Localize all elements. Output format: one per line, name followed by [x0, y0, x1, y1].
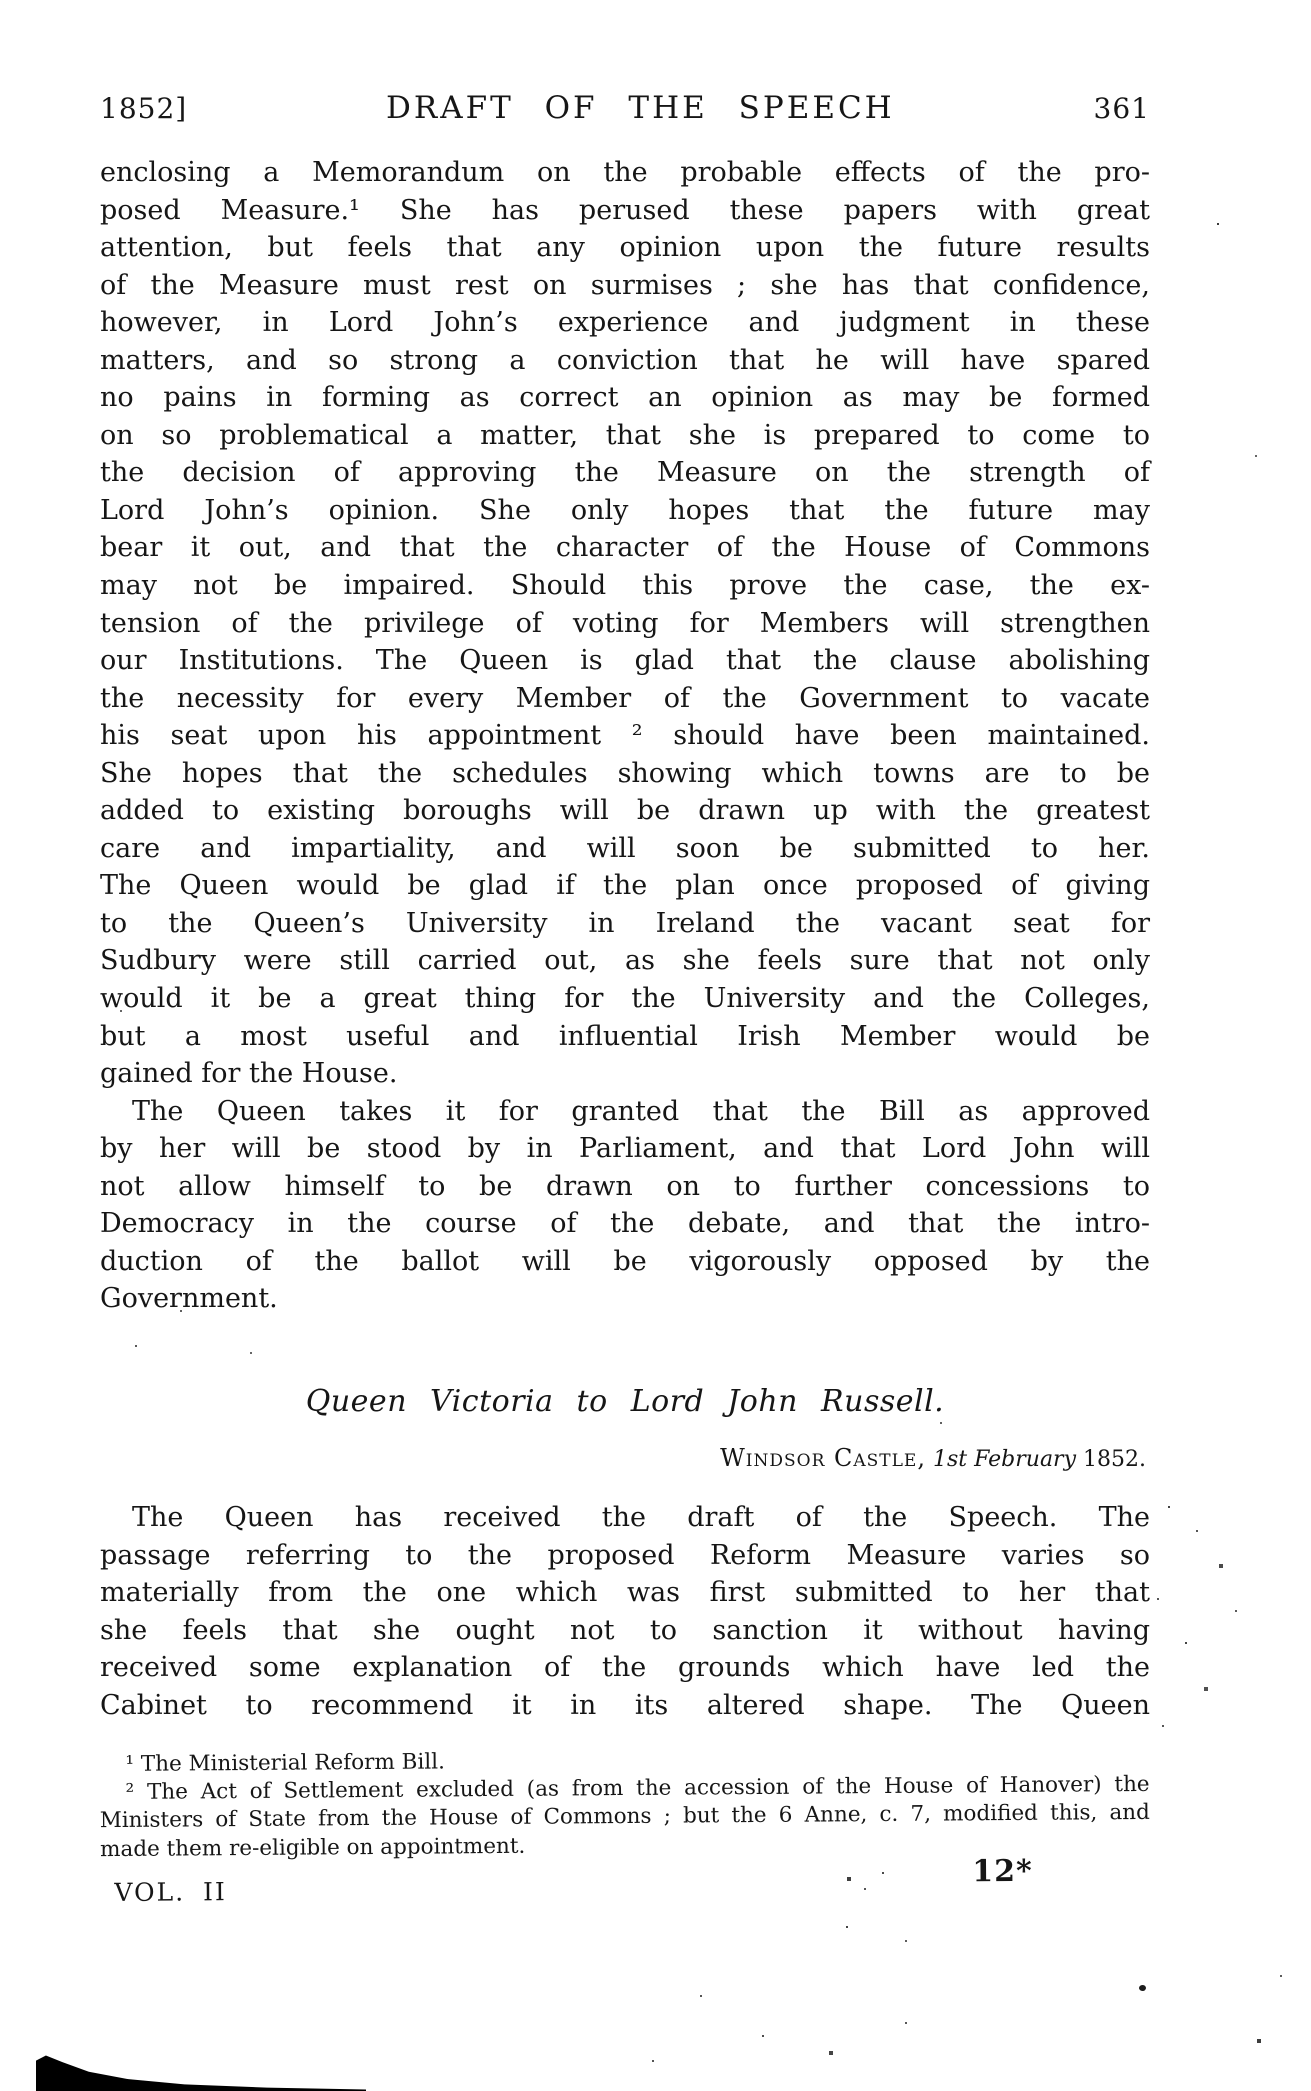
- text-line: gained for the House.: [100, 1058, 398, 1090]
- text-line: received some explanation of the grounds which have led the: [100, 1652, 1150, 1684]
- text-line: added to existing boroughs will be drawn up with the greatest: [100, 795, 1150, 827]
- text-line: care and impartiality, and will soon be submitted to her.: [100, 832, 1150, 864]
- text-line: passage referring to the proposed Reform Measure varies so: [100, 1539, 1150, 1571]
- text-line: however, in Lord John’s experience and judgment in these: [100, 307, 1150, 339]
- scan-noise-speckles: [0, 0, 2, 2]
- footnote-line: made them re-eligible on appointment.: [99, 1833, 526, 1862]
- scan-artifact-wedge: [36, 2054, 366, 2091]
- text-line: The Queen has received the draft of the Speech. The: [132, 1502, 1150, 1533]
- dateline-date: 1st February: [932, 1447, 1077, 1472]
- text-line: tension of the privilege of voting for Members will strengthen: [100, 607, 1150, 639]
- footnotes: [99, 1743, 1150, 1864]
- page-header: [100, 90, 1150, 126]
- paragraph: [100, 1093, 1150, 1318]
- text-line: posed Measure.¹ She has perused these papers with great: [100, 194, 1150, 226]
- paragraph-continuation: [100, 154, 1150, 1093]
- text-line: Cabinet to recommend it in its altered shape. The Queen: [100, 1689, 1150, 1721]
- footnote: [100, 1771, 1151, 1864]
- text-line: duction of the ballot will be vigorously opposed by the: [100, 1245, 1150, 1277]
- signature-mark: 12*: [972, 1853, 1033, 1890]
- text-line: The Queen would be glad if the plan once proposed of giving: [100, 870, 1150, 902]
- dateline-year: 1852.: [1083, 1447, 1146, 1472]
- text-line: Sudbury were still carried out, as she feels sure that not only: [100, 945, 1150, 977]
- text-line: may not be impaired. Should this prove the case, the ex-: [100, 570, 1150, 602]
- footnote-zone: [99, 1743, 1150, 1931]
- page-title: DRAFT OF THE SPEECH: [386, 90, 895, 126]
- text-line: Government.: [100, 1283, 278, 1315]
- header-year: 1852]: [100, 92, 188, 125]
- text-line: by her will be stood by in Parliament, and that Lord John will: [100, 1133, 1150, 1165]
- text-line: she feels that she ought not to sanction it without having: [100, 1614, 1150, 1646]
- text-line: to the Queen’s University in Ireland the vacant seat for: [100, 907, 1150, 939]
- text-line: his seat upon his appointment ² should have been maintained.: [100, 720, 1150, 752]
- text-line: The Queen takes it for granted that the Bill as approved: [132, 1095, 1150, 1127]
- text-line: the decision of approving the Measure on the strength of: [100, 457, 1150, 489]
- letter-body: [100, 1499, 1150, 1724]
- page-number: 361: [1093, 92, 1150, 125]
- text-line: would it be a great thing for the University and the Colleges,: [100, 983, 1150, 1015]
- text-line: but a most useful and influential Irish Member would be: [100, 1020, 1150, 1052]
- volume-label: VOL. II: [114, 1877, 227, 1908]
- letter-dateline: [100, 1444, 1150, 1472]
- text-line: attention, but feels that any opinion upon the future results: [100, 232, 1150, 264]
- dateline-place: Windsor Castle,: [720, 1444, 926, 1472]
- text-line: enclosing a Memorandum on the probable effects of the pro-: [100, 157, 1150, 188]
- text-line: the necessity for every Member of the Government to vacate: [100, 682, 1150, 714]
- text-line: no pains in forming as correct an opinion as may be formed: [100, 382, 1150, 414]
- text-line: Lord John’s opinion. She only hopes that the future may: [100, 494, 1150, 526]
- text-line: of the Measure must rest on surmises ; she has that confidence,: [100, 269, 1150, 301]
- text-line: our Institutions. The Queen is glad that the clause abolishing: [100, 645, 1150, 677]
- text-line: on so problematical a matter, that she is prepared to come to: [100, 419, 1150, 451]
- footnote-line: ¹ The Ministerial Reform Bill.: [125, 1749, 445, 1777]
- paragraph: [100, 1499, 1150, 1724]
- text-line: bear it out, and that the character of the House of Commons: [100, 532, 1150, 564]
- ink-dot: [1139, 1985, 1146, 1991]
- text-line: matters, and so strong a conviction that he will have spared: [100, 344, 1150, 376]
- footnote-line: Ministers of State from the House of Commons ; but the 6 Anne, c. 7, modified this, and: [99, 1800, 1150, 1834]
- text-line: Democracy in the course of the debate, and that the intro-: [100, 1208, 1150, 1240]
- letter-heading: Queen Victoria to Lord John Russell.: [305, 1384, 945, 1419]
- footnote-line: ² The Act of Settlement excluded (as from the accession of the House of Hanover) the: [125, 1772, 1150, 1806]
- text-line: not allow himself to be drawn on to further concessions to: [100, 1170, 1150, 1202]
- text-line: She hopes that the schedules showing which towns are to be: [100, 757, 1150, 789]
- text-line: materially from the one which was first submitted to her that: [100, 1577, 1150, 1609]
- body-text: [100, 154, 1150, 1318]
